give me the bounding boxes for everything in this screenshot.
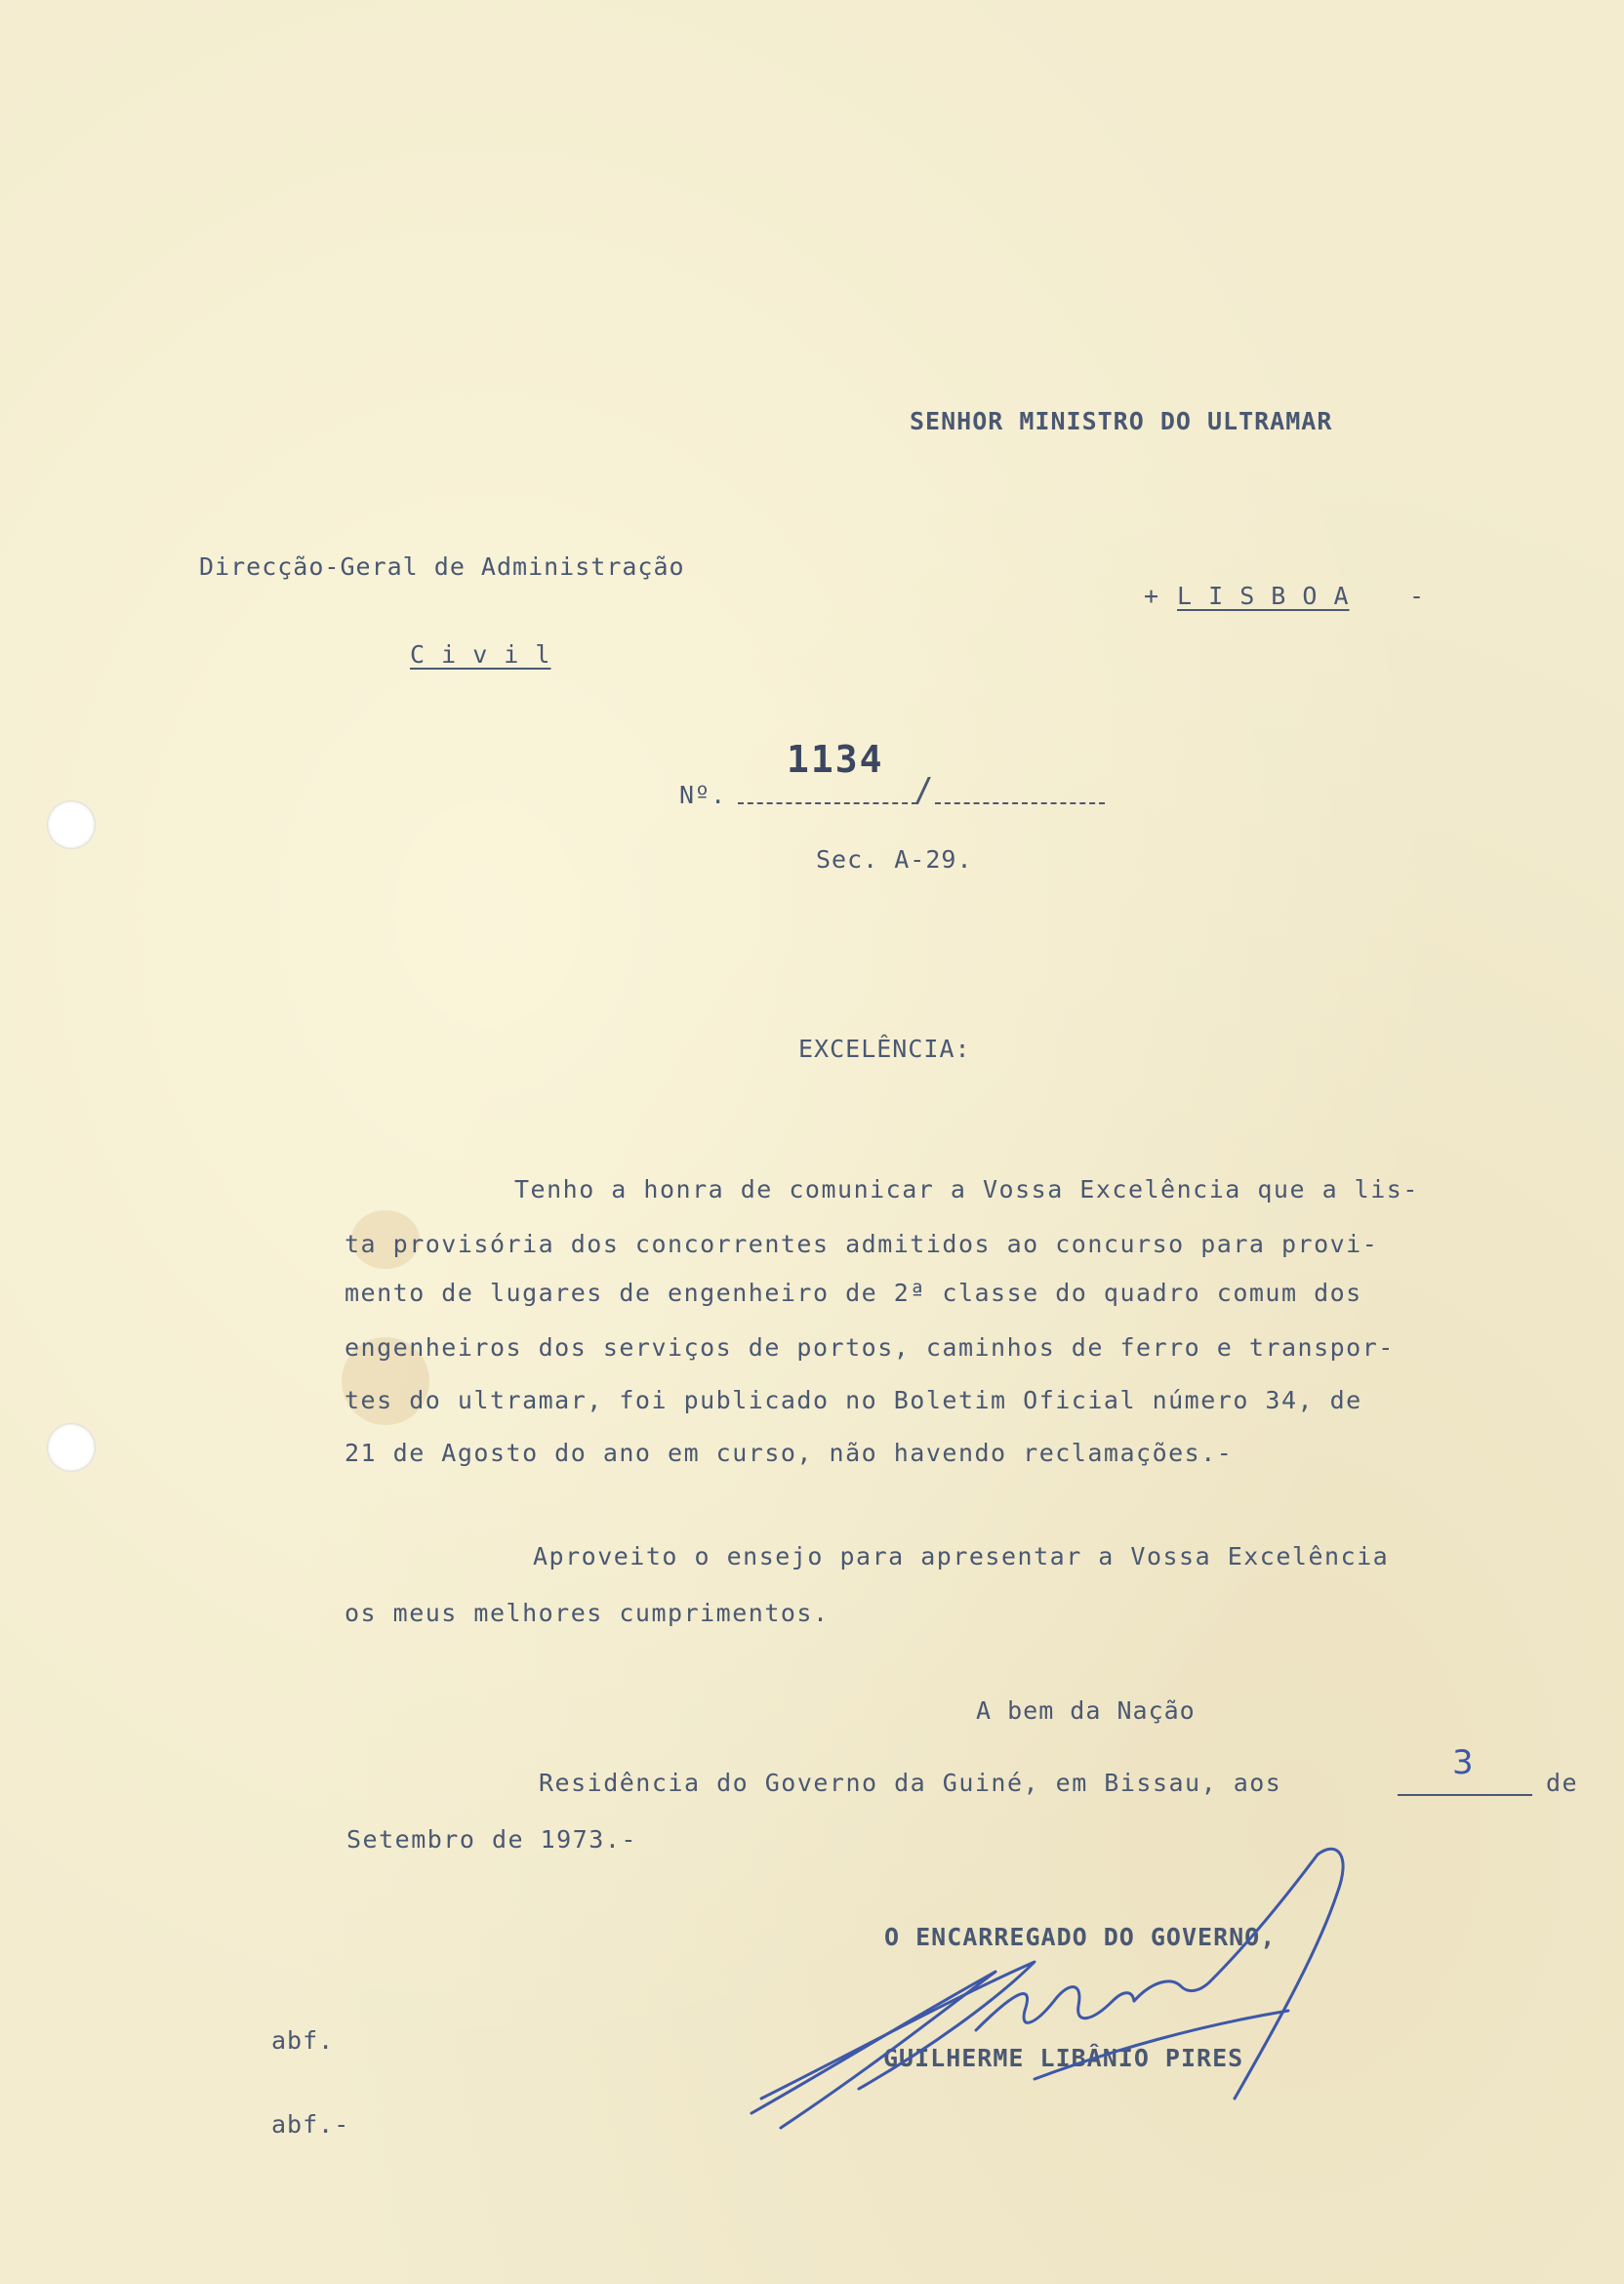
addressee: SENHOR MINISTRO DO ULTRAMAR <box>910 407 1333 435</box>
paragraph1-line: tes do ultramar, foi publicado no Boletim Oficial número 34, de <box>345 1386 1362 1414</box>
number-slash: / <box>914 771 935 810</box>
day-handwritten: 3 <box>1452 1743 1475 1782</box>
paragraph2-line: os meus melhores cumprimentos. <box>345 1599 830 1627</box>
typist-initials: abf. <box>271 2026 335 2055</box>
day-blank <box>1398 1794 1532 1796</box>
section-reference: Sec. A-29. <box>816 845 973 874</box>
place-date-line2: Setembro de 1973.- <box>346 1825 637 1854</box>
paragraph1-line: ta provisória dos concorrentes admitidos ao concurso para provi- <box>345 1230 1379 1258</box>
signer-name: GUILHERME LIBÂNIO PIRES <box>883 2044 1244 2072</box>
punch-hole-top <box>47 800 96 849</box>
paragraph2-line: Aproveito o ensejo para apresentar a Vossa Excelência <box>533 1542 1390 1570</box>
number-blank-left <box>738 802 917 804</box>
paragraph1-line: Tenho a honra de comunicar a Vossa Excelência que a lis- <box>514 1175 1419 1203</box>
number-value: 1134 <box>787 738 884 781</box>
city-suffix: - <box>1409 582 1426 610</box>
handwritten-signature <box>742 1835 1425 2147</box>
number-blank-right <box>935 802 1105 804</box>
typist-initials-2: abf.- <box>271 2110 350 2139</box>
department-civil: C i v i l <box>410 640 551 669</box>
department-line: Direcção-Geral de Administração <box>199 552 685 581</box>
closing-formula: A bem da Nação <box>976 1696 1196 1725</box>
punch-hole-bottom <box>47 1423 96 1472</box>
number-label: Nº. <box>679 781 727 809</box>
paragraph1-line: 21 de Agosto do ano em curso, não havendo reclamações.- <box>345 1439 1234 1467</box>
signer-title: O ENCARREGADO DO GOVERNO, <box>884 1923 1277 1951</box>
place-date-suffix: de <box>1546 1769 1579 1797</box>
city-name: L I S B O A <box>1177 582 1350 610</box>
paragraph1-line: mento de lugares de engenheiro de 2ª classe do quadro comum dos <box>345 1279 1362 1307</box>
place-date-prefix: Residência do Governo da Guiné, em Bissau, aos <box>539 1769 1282 1797</box>
paragraph1-line: engenheiros dos serviços de portos, caminhos de ferro e transpor- <box>345 1333 1395 1362</box>
city-prefix: + <box>1144 582 1160 610</box>
salutation: EXCELÊNCIA: <box>798 1035 971 1063</box>
